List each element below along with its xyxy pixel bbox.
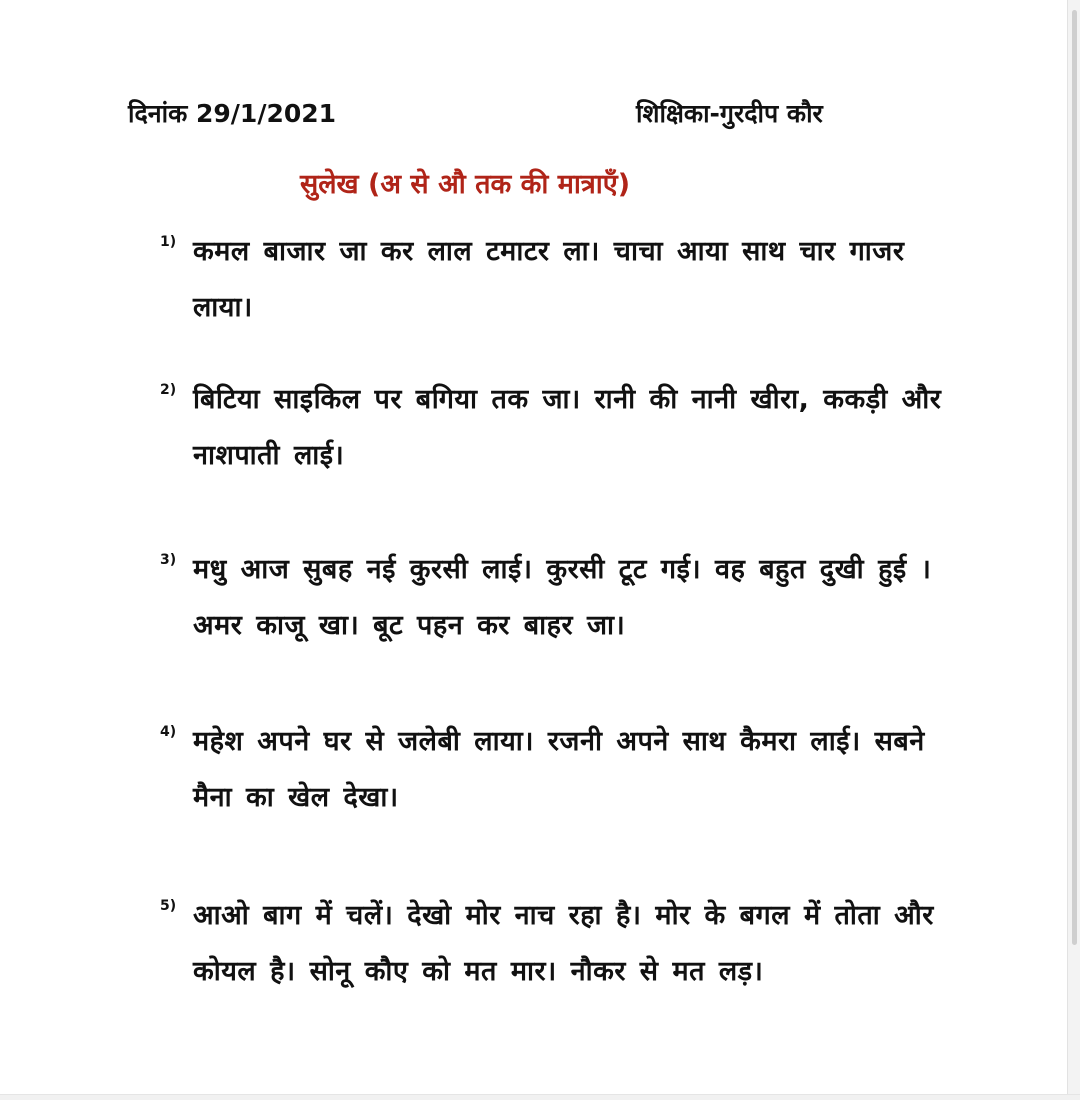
page-bottom-edge — [0, 1094, 1080, 1100]
list-item-number: 4) — [160, 724, 177, 740]
date-label: दिनांक 29/1/2021 — [128, 99, 337, 128]
list-item-text: कमल बाजार जा कर लाल टमाटर ला। चाचा आया साथ चार गाजर लाया। — [193, 236, 905, 323]
vertical-scrollbar[interactable] — [1067, 0, 1080, 1100]
list-item-number: 3) — [160, 552, 177, 568]
list-item-text: आओ बाग में चलें। देखो मोर नाच रहा है। मोर के बगल में तोता और कोयल है। सोनू कौए को मत मार। नौकर से मत लड़। — [193, 900, 934, 987]
list-item-text: महेश अपने घर से जलेबी लाया। रजनी अपने साथ कैमरा लाई। सबने मैना का खेल देखा। — [193, 726, 925, 813]
scrollbar-thumb[interactable] — [1072, 10, 1077, 945]
list-item-number: 1) — [160, 234, 177, 250]
list-item-text: बिटिया साइकिल पर बगिया तक जा। रानी की नानी खीरा, ककड़ी और नाशपाती लाई। — [193, 384, 942, 471]
teacher-name: शिक्षिका-गुरदीप कौर — [636, 99, 823, 128]
list-item-number: 2) — [160, 382, 177, 398]
list-item-number: 5) — [160, 898, 177, 914]
list-item-text: मधु आज सुबह नई कुरसी लाई। कुरसी टूट गई। वह बहुत दुखी हुई । अमर काजू खा। बूट पहन कर बाहर जा। — [193, 554, 932, 641]
page-title: सुलेख (अ से औ तक की मात्राएँ) — [300, 169, 631, 200]
